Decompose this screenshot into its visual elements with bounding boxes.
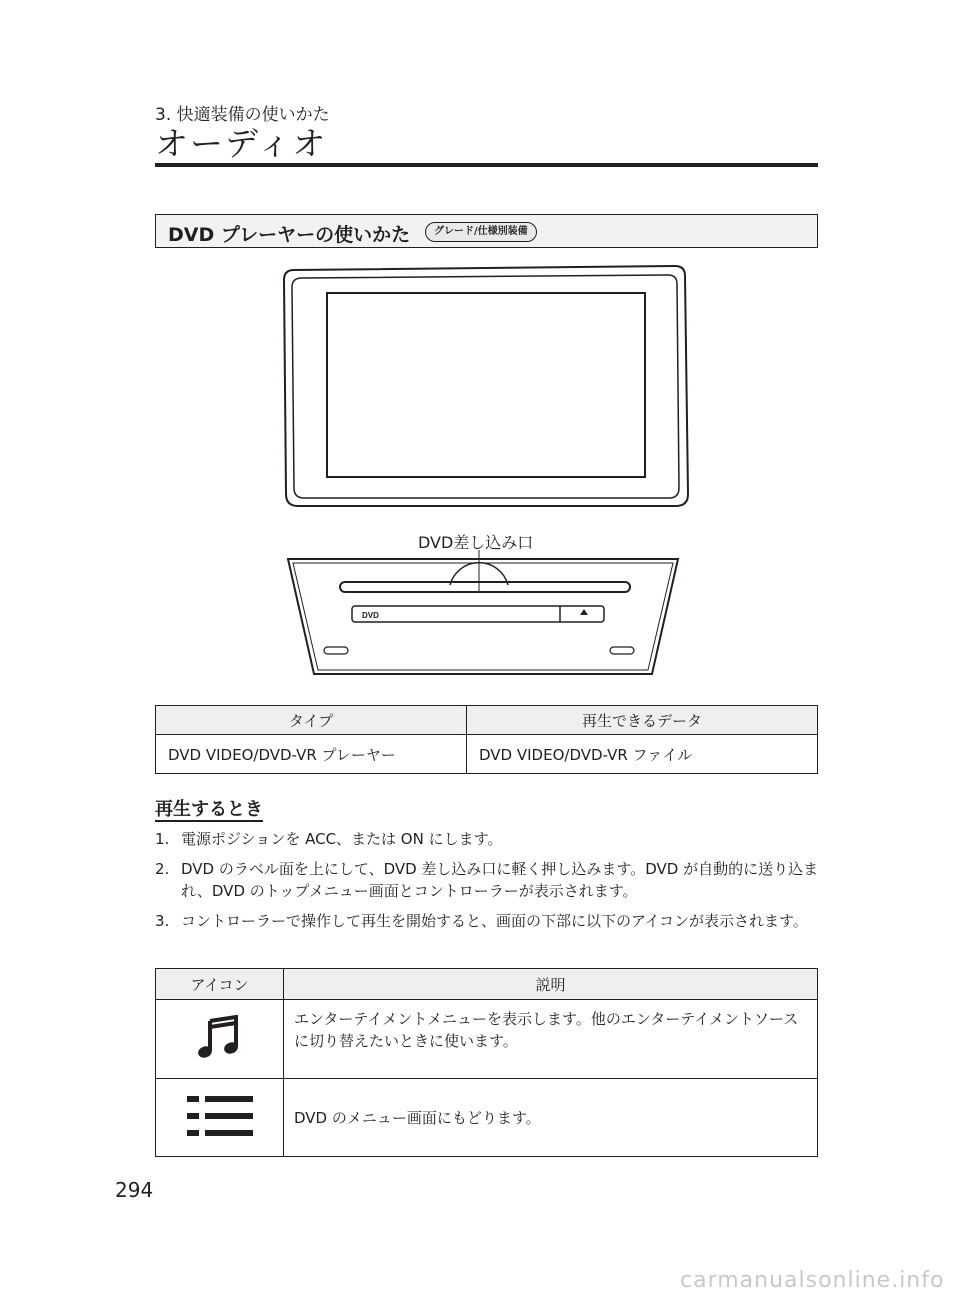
- dvd-slot-callout: DVD差し込み口: [418, 533, 534, 552]
- eject-icon: [580, 609, 588, 615]
- chapter-label: 3. 快適装備の使いかた: [155, 105, 330, 125]
- display-bezel-inner: [292, 275, 679, 498]
- type-header: タイプ: [156, 706, 467, 735]
- step-1: [155, 828, 825, 850]
- dvd-logo: DVD: [362, 611, 379, 620]
- step-number: 3.: [155, 912, 170, 930]
- table-row: [156, 1000, 818, 1079]
- console-panel: [288, 559, 678, 674]
- step-number: 2.: [155, 860, 170, 878]
- description-header: 説明: [284, 969, 818, 1000]
- display-bezel-outer: [284, 266, 688, 506]
- page-number: 294: [115, 1178, 154, 1202]
- steps-list: [155, 828, 825, 940]
- menu-list-icon: [187, 1094, 253, 1138]
- title-rule: [155, 163, 818, 167]
- step-number: 1.: [155, 830, 170, 848]
- step-text: コントローラーで操作して再生を開始すると、画面の下部に以下のアイコンが表示されます。: [181, 912, 808, 930]
- step-text: 電源ポジションを ACC、または ON にします。: [181, 830, 503, 848]
- step-3: [155, 910, 825, 932]
- step-2: [155, 858, 825, 902]
- display-screen: [327, 293, 645, 477]
- dvd-player-illustration: [280, 262, 690, 682]
- icon-description: DVD のメニュー画面にもどります。: [284, 1079, 818, 1157]
- icon-table: [155, 968, 818, 1157]
- player-type-cell: DVD VIDEO/DVD-VR プレーヤー: [156, 735, 467, 774]
- table-row: [156, 1079, 818, 1157]
- dvd-insertion-slot: [340, 582, 630, 592]
- icon-description: エンターテイメントメニューを表示します。他のエンターテイメントソースに切り替えたいときに使います。: [284, 1000, 818, 1079]
- music-note-icon: [198, 1015, 242, 1059]
- grade-badge: グレード/仕様別装備: [425, 222, 537, 242]
- playable-data-cell: DVD VIDEO/DVD-VR ファイル: [467, 735, 818, 774]
- watermark: carmanualsonline.info: [680, 1268, 945, 1293]
- console-vent-left: [324, 647, 348, 654]
- section-title: DVD プレーヤーの使いかた: [168, 224, 411, 246]
- type-table: [155, 705, 818, 774]
- data-header: 再生できるデータ: [467, 706, 818, 735]
- page-title: オーディオ: [155, 124, 328, 163]
- playback-heading: 再生するとき: [155, 799, 263, 820]
- console-vent-right: [610, 647, 634, 654]
- step-text: DVD のラベル面を上にして、DVD 差し込み口に軽く押し込みます。DVD が自動的に送り込まれ、DVD のトップメニュー画面とコントローラーが表示されます。: [181, 860, 819, 900]
- control-strip: [352, 606, 604, 622]
- icon-header: アイコン: [156, 969, 284, 1000]
